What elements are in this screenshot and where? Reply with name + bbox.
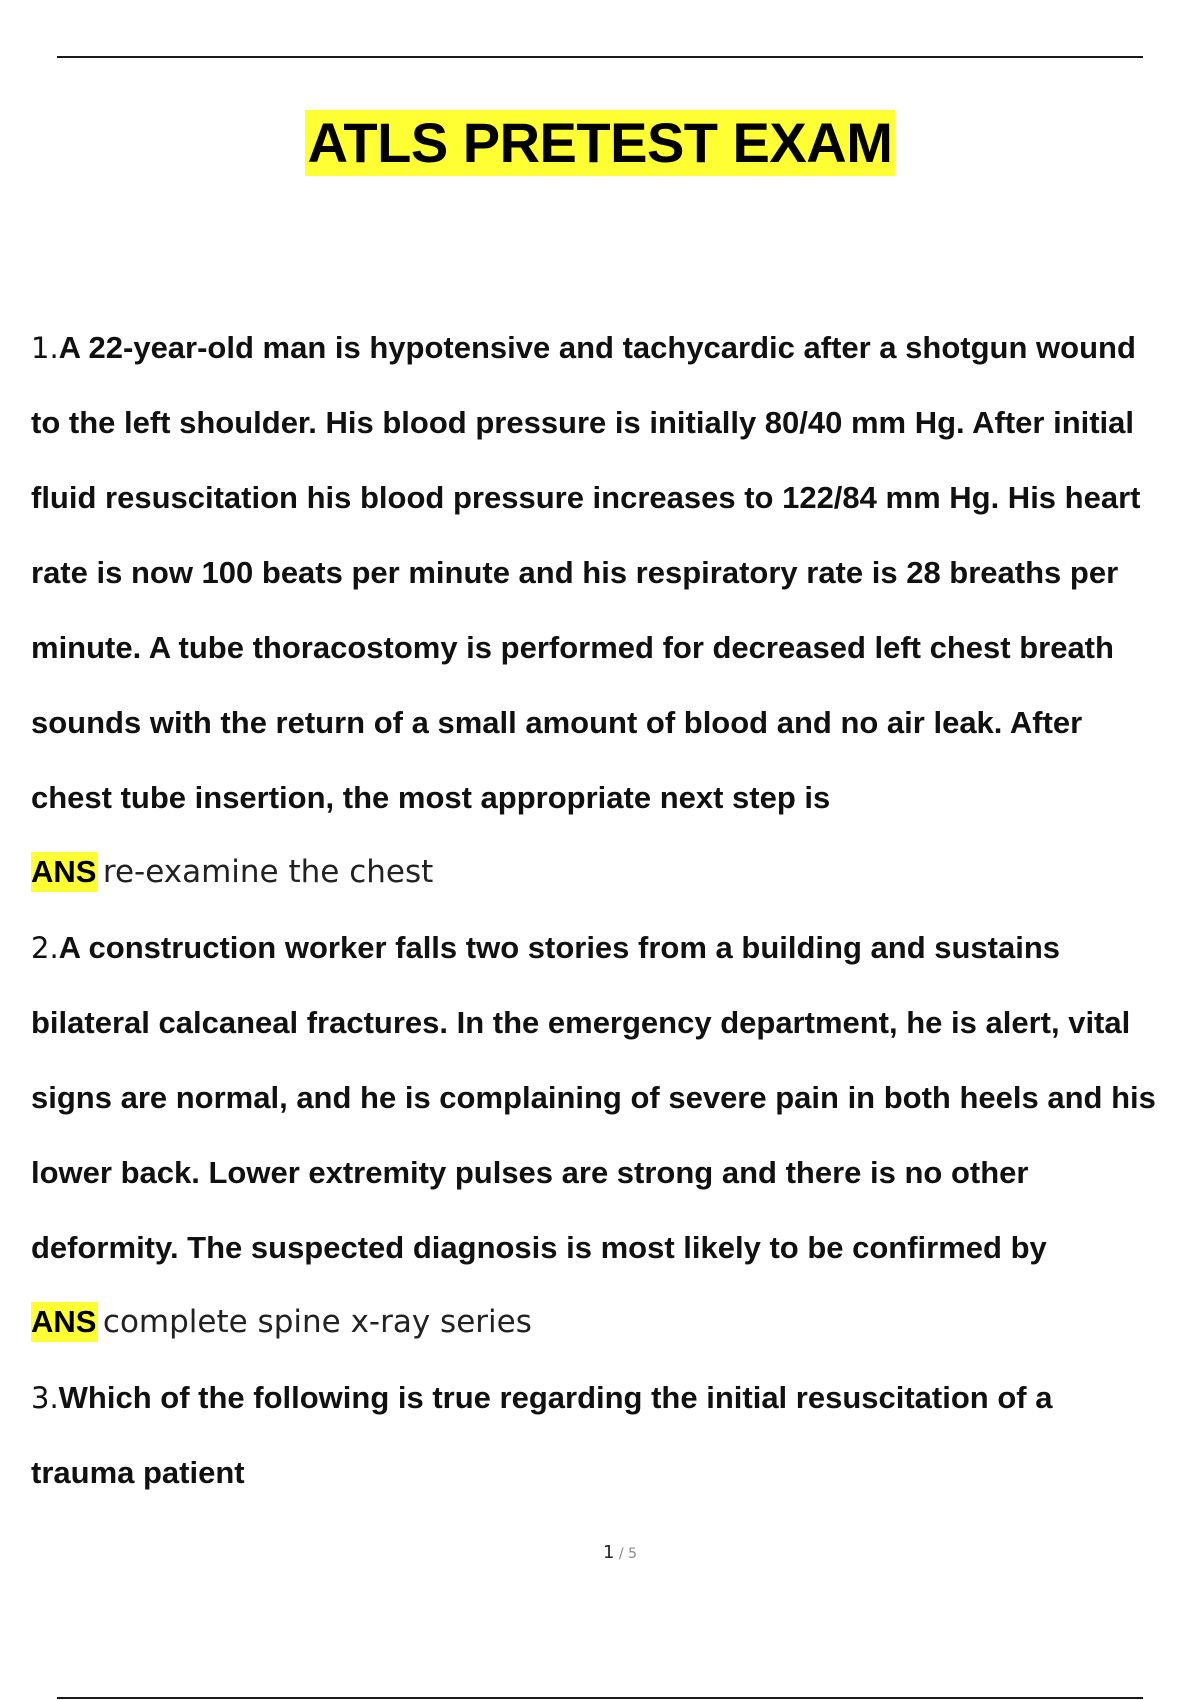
question-2 <box>31 910 1200 1285</box>
page-separator: / <box>614 1546 629 1562</box>
question-text-line: A 22-year-old man is hypotensive and tachycardic after a shotgun wound <box>58 330 1136 365</box>
question-number: 2. <box>31 931 59 965</box>
answer-label: ANS <box>31 1302 98 1342</box>
question-text-line: to the left shoulder. His blood pressure is initially 80/40 mm Hg. After initial <box>31 405 1135 440</box>
answer-2 <box>31 1285 1200 1360</box>
answer-text: complete spine x-ray series <box>102 1304 532 1340</box>
question-text-line: bilateral calcaneal fractures. In the emergency department, he is alert, vital <box>31 1005 1131 1040</box>
total-pages: 5 <box>628 1546 637 1562</box>
question-text-line: lower back. Lower extremity pulses are strong and there is no other <box>31 1155 1029 1190</box>
page-title: ATLS PRETEST EXAM <box>305 110 896 176</box>
question-1 <box>31 310 1200 835</box>
current-page: 1 <box>603 1542 615 1563</box>
question-text-line: signs are normal, and he is complaining of severe pain in both heels and his <box>31 1080 1156 1115</box>
bottom-rule <box>57 1697 1143 1699</box>
title-container <box>0 110 1200 176</box>
question-text-line: A construction worker falls two stories from a building and sustains <box>58 930 1061 965</box>
question-text-line: trauma patient <box>31 1455 245 1490</box>
question-3 <box>31 1360 1200 1510</box>
question-text-line: Which of the following is true regarding the initial resuscitation of a <box>58 1380 1053 1415</box>
page-indicator <box>0 1542 1200 1563</box>
answer-1 <box>31 835 1200 910</box>
question-text-line: chest tube insertion, the most appropriate next step is <box>31 780 831 815</box>
question-number: 3. <box>31 1381 59 1415</box>
question-text-line: fluid resuscitation his blood pressure increases to 122/84 mm Hg. His heart <box>31 480 1141 515</box>
question-text-line: sounds with the return of a small amount of blood and no air leak. After <box>31 705 1083 740</box>
document-body <box>31 310 1200 1510</box>
question-text-line: deformity. The suspected diagnosis is most likely to be confirmed by <box>31 1230 1047 1265</box>
question-text-line: rate is now 100 beats per minute and his respiratory rate is 28 breaths per <box>31 555 1119 590</box>
answer-text: re-examine the chest <box>102 854 434 890</box>
question-number: 1. <box>31 331 59 365</box>
answer-label: ANS <box>31 852 98 892</box>
top-rule <box>57 56 1143 58</box>
question-text-line: minute. A tube thoracostomy is performed for decreased left chest breath <box>31 630 1114 665</box>
